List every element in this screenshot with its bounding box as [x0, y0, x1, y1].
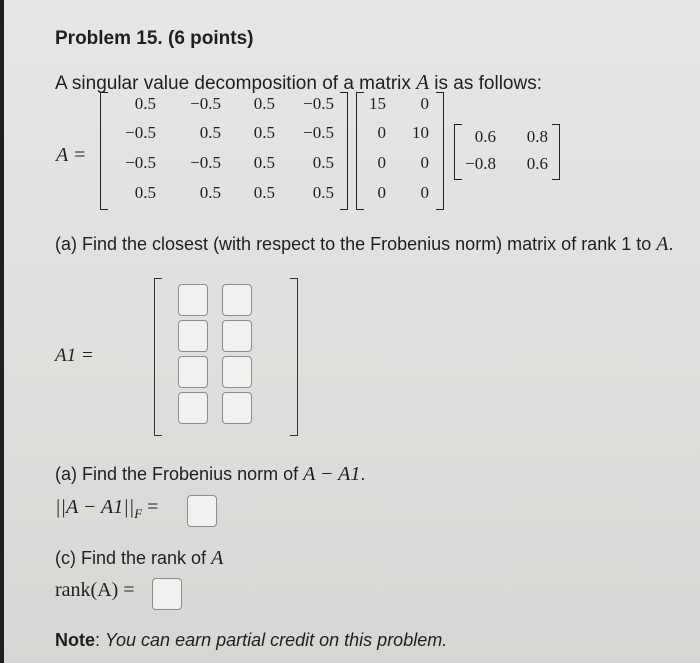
bracket-right [552, 124, 560, 180]
u-cell: 0.5 [253, 123, 275, 142]
problem-title: Problem 15. (6 points) [55, 28, 254, 49]
vt-cell: −0.8 [465, 154, 496, 173]
bracket-left [154, 278, 162, 436]
norm-answer-input[interactable] [187, 495, 217, 527]
sigma-cell: 15 [369, 94, 386, 113]
a1-input-r1c1[interactable] [178, 284, 208, 316]
sigma-cell: 10 [412, 123, 429, 142]
matrix-vt [454, 124, 564, 184]
sigma-cell: 0 [420, 153, 429, 172]
u-cell: −0.5 [125, 153, 156, 172]
u-cell: −0.5 [303, 123, 334, 142]
matrix-sigma [356, 92, 446, 212]
problem-intro: A singular value decomposition of a matrix A is as follows: [55, 70, 542, 94]
note: Note: You can earn partial credit on this problem. [55, 630, 448, 650]
u-cell: −0.5 [190, 153, 221, 172]
a1-input-r4c1[interactable] [178, 392, 208, 424]
a1-input-r3c1[interactable] [178, 356, 208, 388]
part-a2-question: (a) Find the Frobenius norm of A − A1. [55, 463, 366, 485]
vt-cell: 0.6 [474, 127, 496, 146]
matrix-u [100, 92, 350, 212]
norm-expression: $||A - A1||_F$ = [55, 496, 159, 521]
u-cell: 0.5 [253, 94, 275, 113]
u-cell: −0.5 [303, 94, 334, 113]
sigma-cell: 0 [420, 94, 429, 113]
u-cell: 0.5 [199, 183, 221, 202]
u-cell: 0.5 [134, 94, 156, 113]
bracket-right [436, 92, 444, 210]
svd-lhs: A = [56, 144, 87, 166]
part-a-question: (a) Find the closest (with respect to the Frobenius norm) matrix of rank 1 to A. [55, 233, 674, 255]
u-cell: 0.5 [199, 123, 221, 142]
a1-label: A1 = [55, 345, 94, 366]
sigma-cell: 0 [377, 153, 386, 172]
sigma-cell: 0 [377, 183, 386, 202]
u-cell: 0.5 [312, 183, 334, 202]
a1-input-r3c2[interactable] [222, 356, 252, 388]
a1-input-r2c2[interactable] [222, 320, 252, 352]
u-cell: 0.5 [134, 183, 156, 202]
sigma-cell: 0 [420, 183, 429, 202]
part-c-question: (c) Find the rank of A [55, 547, 224, 569]
bracket-right [290, 278, 298, 436]
a1-input-r2c1[interactable] [178, 320, 208, 352]
u-cell: 0.5 [253, 183, 275, 202]
u-cell: −0.5 [125, 123, 156, 142]
u-cell: 0.5 [312, 153, 334, 172]
a1-input-r1c2[interactable] [222, 284, 252, 316]
rank-answer-input[interactable] [152, 578, 182, 610]
rank-expression: rank(A) = [55, 579, 135, 601]
vt-cell: 0.8 [526, 127, 548, 146]
a1-answer-matrix [154, 278, 304, 438]
problem-sheet [4, 0, 700, 663]
bracket-left [100, 92, 108, 210]
u-cell: −0.5 [190, 94, 221, 113]
a1-input-r4c2[interactable] [222, 392, 252, 424]
sigma-cell: 0 [377, 123, 386, 142]
u-cell: 0.5 [253, 153, 275, 172]
vt-cell: 0.6 [526, 154, 548, 173]
